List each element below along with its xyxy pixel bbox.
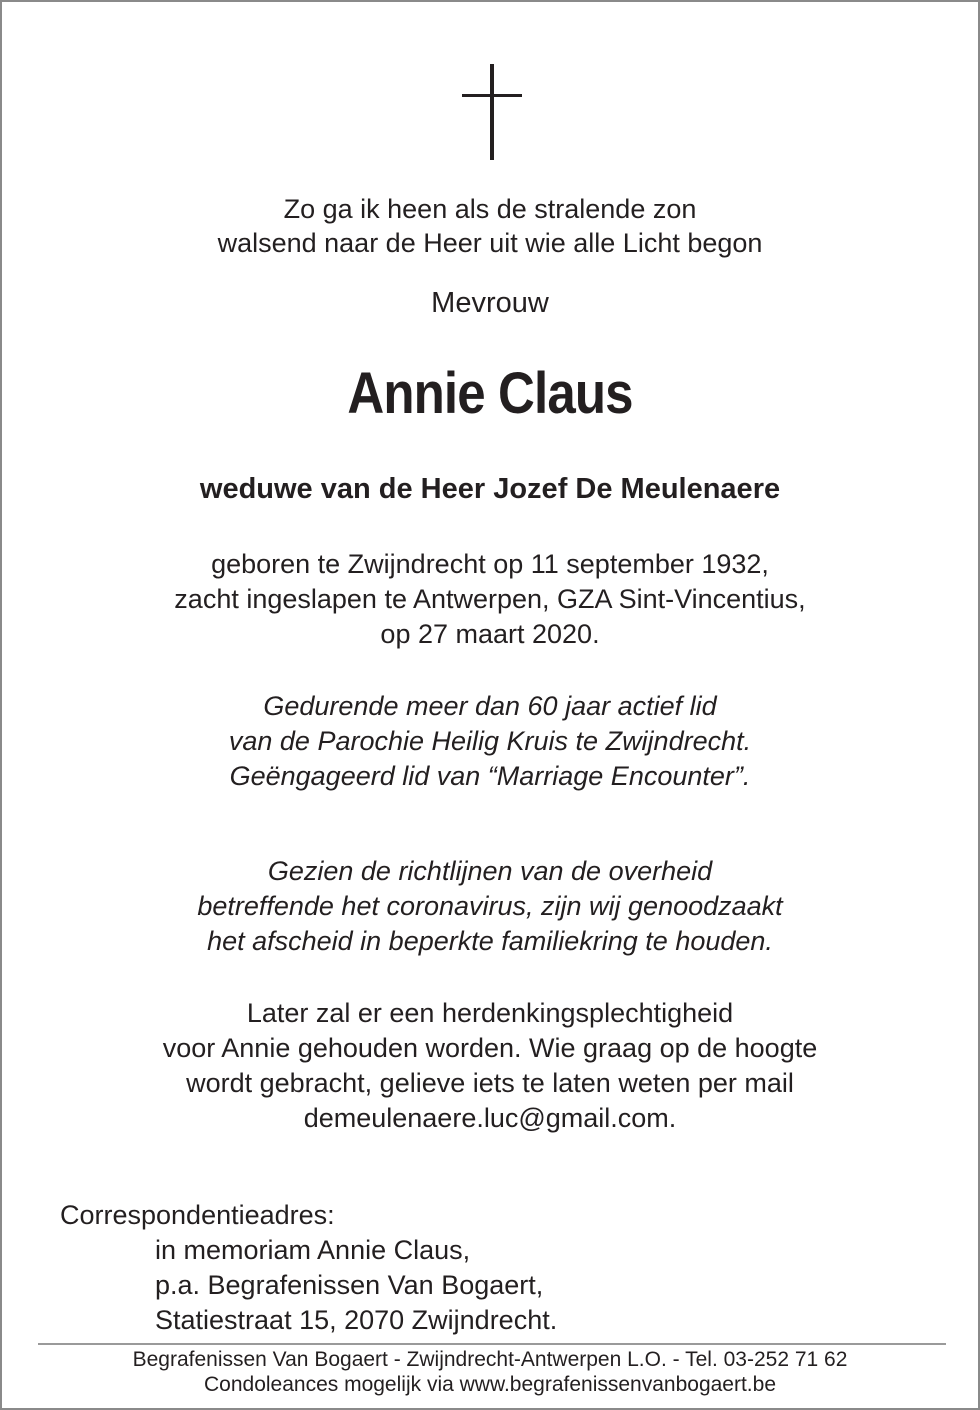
activities-line: Geëngageerd lid van “Marriage Encounter”. <box>229 761 751 791</box>
address-label: Correspondentieadres: <box>60 1200 335 1230</box>
corona-line: Gezien de richtlijnen van de overheid <box>267 856 713 886</box>
activities-line: van de Parochie Heilig Kruis te Zwijndrecht. <box>228 726 752 756</box>
dates-line: op 27 maart 2020. <box>380 619 600 649</box>
birth-death-info <box>2 547 978 652</box>
correspondence-address <box>60 1198 557 1338</box>
corona-line: het afscheid in beperkte familiekring te houden. <box>207 926 773 956</box>
honorific: Mevrouw <box>431 287 549 319</box>
address-line: p.a. Begrafenissen Van Bogaert, <box>155 1270 544 1300</box>
dates-line: zacht ingeslapen te Antwerpen, GZA Sint-Vincentius, <box>174 584 806 614</box>
address-line: in memoriam Annie Claus, <box>155 1235 471 1265</box>
cross-horizontal-bar <box>462 94 522 97</box>
memorial-notice <box>2 996 978 1136</box>
funeral-home-footer <box>2 1347 978 1397</box>
activities-line: Gedurende meer dan 60 jaar actief lid <box>263 691 717 721</box>
verse-line: Zo ga ik heen als de stralende zon <box>283 194 697 224</box>
cross-vertical-bar <box>490 64 494 160</box>
dates-line: geboren te Zwijndrecht op 11 september 1932, <box>211 549 769 579</box>
corona-line: betreffende het coronavirus, zijn wij genoodzaakt <box>197 891 783 921</box>
latin-cross-icon <box>462 64 522 160</box>
activities-paragraph <box>2 689 978 794</box>
deceased-name: Annie Claus <box>347 361 633 426</box>
address-line: Statiestraat 15, 2070 Zwijndrecht. <box>155 1305 558 1335</box>
widow-of: weduwe van de Heer Jozef De Meulenaere <box>199 473 781 505</box>
contact-email: demeulenaere.luc@gmail.com. <box>303 1103 677 1133</box>
corona-notice <box>2 854 978 959</box>
memorial-line: wordt gebracht, gelieve iets te laten weten per mail <box>186 1068 794 1098</box>
verse <box>2 192 978 260</box>
footer-line: Condoleances mogelijk via www.begrafenissenvanbogaert.be <box>203 1373 776 1396</box>
footer-line: Begrafenissen Van Bogaert - Zwijndrecht-Antwerpen L.O. - Tel. 03-252 71 62 <box>132 1348 848 1371</box>
verse-line: walsend naar de Heer uit wie alle Licht begon <box>217 228 763 258</box>
footer-divider <box>38 1343 946 1345</box>
memorial-line: voor Annie gehouden worden. Wie graag op de hoogte <box>162 1033 818 1063</box>
memorial-line: Later zal er een herdenkingsplechtigheid <box>246 998 734 1028</box>
